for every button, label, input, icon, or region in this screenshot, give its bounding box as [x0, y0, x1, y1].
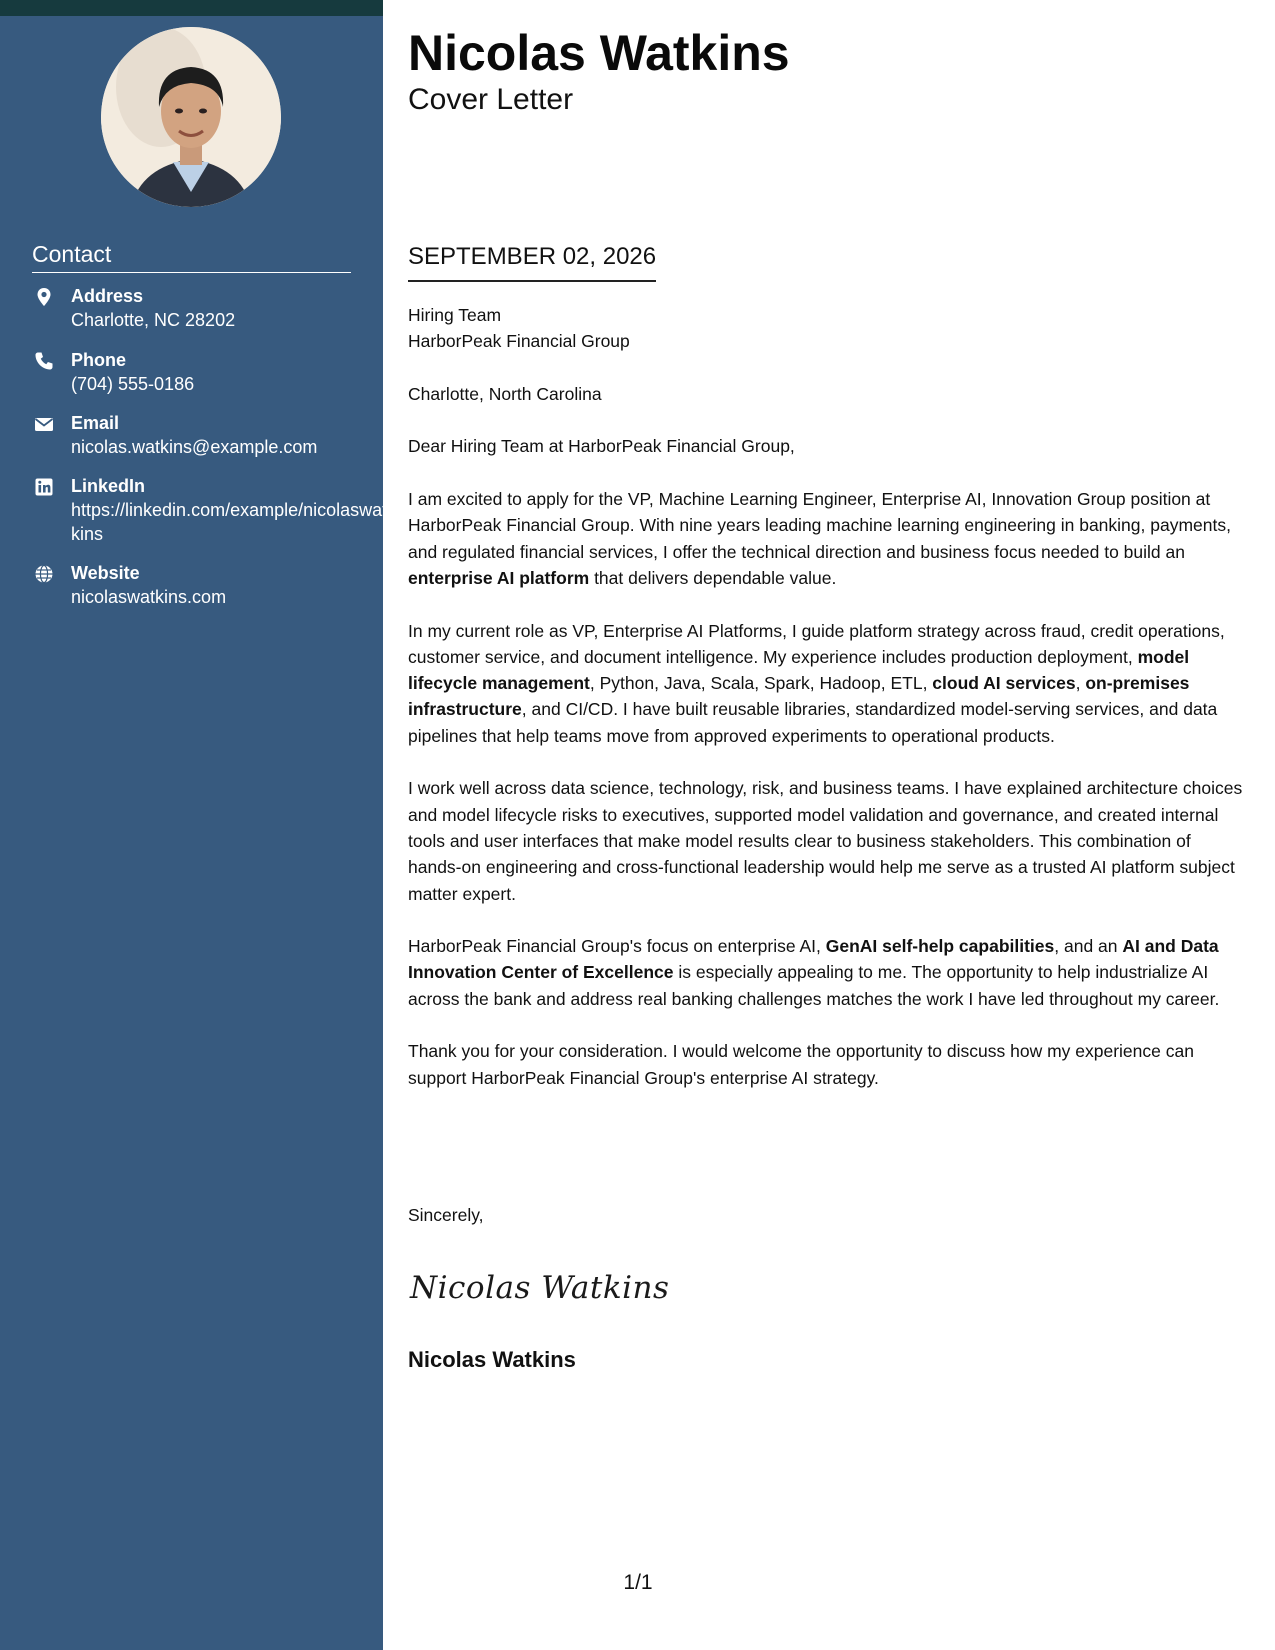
contact-value-email[interactable]: nicolas.watkins@example.com: [71, 437, 318, 457]
globe-icon: [34, 564, 54, 584]
sidebar-top-bar: [0, 0, 383, 16]
contact-item-email: [32, 412, 391, 459]
paragraph-1: [408, 486, 1248, 591]
paragraph-emphasis: AI and Data Innovation Center of Excellence: [408, 936, 1219, 983]
paragraph-5: [408, 1038, 1248, 1091]
paragraph-emphasis: model lifecycle management: [408, 646, 1190, 694]
document-subtitle: Cover Letter: [408, 83, 574, 116]
paragraph-text: is especially appealing to me. The opportunity to help industrialize AI across the bank and address real banking challenges matches the work I have led throughout my career.: [408, 962, 1220, 1009]
contact-label-linkedin: LinkedIn: [71, 476, 146, 496]
contact-label-website: Website: [71, 563, 140, 583]
sidebar: [0, 0, 388, 1650]
svg-text:Nicolas Watkins: Nicolas Watkins: [410, 1270, 670, 1306]
paragraph-text: HarborPeak Financial Group's focus on enterprise AI,: [408, 936, 826, 957]
contact-value-website[interactable]: nicolaswatkins.com: [71, 587, 227, 607]
recipient-location: Charlotte, North Carolina: [408, 383, 602, 404]
paragraph-text: I work well across data science, technology, risk, and business teams. I have explained architecture choices and model lifecycle risks to executives, supported model validation and governance, and created internal tools and user interfaces that make model results clear to business stakeholders. This combination of hands-on engineering and cross-functional leadership would help me serve as a trusted AI platform subject matter expert.: [408, 778, 1243, 904]
linkedin-icon: [34, 477, 54, 497]
avatar: [101, 27, 281, 207]
recipient-line-2: HarborPeak Financial Group: [408, 331, 630, 352]
paragraph-text: , Python, Java, Scala, Spark, Hadoop, ETL,: [589, 673, 933, 694]
page-number: 1/1: [623, 1571, 653, 1594]
paragraph-text: I am excited to apply for the VP, Machine Learning Engineer, Enterprise AI, Innovation Group position at HarborPeak Financial Group. With nine years leading machine learning engineering in banking, payments, and regulated financial services, I offer the technical direction and business focus needed to build an: [408, 489, 1231, 562]
contact-item-website: [32, 562, 391, 609]
paragraph-text: ,: [1075, 673, 1086, 694]
applicant-name: Nicolas Watkins: [408, 25, 790, 81]
contact-label-phone: Phone: [71, 350, 127, 370]
contact-heading: Contact: [32, 240, 351, 273]
map-pin-icon: [34, 287, 54, 307]
contact-value-linkedin[interactable]: https://linkedin.com/example/nicolaswatkins: [71, 500, 388, 544]
salutation: Dear Hiring Team at HarborPeak Financial Group,: [408, 436, 795, 457]
paragraph-emphasis: cloud AI services: [932, 673, 1076, 694]
contact-item-phone: [32, 349, 391, 396]
phone-icon: [34, 351, 54, 371]
paragraph-text: Thank you for your consideration. I would welcome the opportunity to discuss how my experience can support HarborPeak Financial Group's enterprise AI strategy.: [408, 1041, 1194, 1088]
recipient-line-1: Hiring Team: [408, 305, 502, 325]
signer-name: Nicolas Watkins: [408, 1347, 576, 1372]
contact-label-address: Address: [71, 286, 144, 306]
letter-date: SEPTEMBER 02, 2026: [408, 242, 656, 282]
paragraph-emphasis: enterprise AI platform: [408, 567, 590, 588]
paragraph-text: , and CI/CD. I have built reusable libraries, standardized model-serving services, and data pipelines that help teams move from approved experiments to operational products.: [408, 699, 1218, 746]
contact-value-address: Charlotte, NC 28202: [71, 310, 236, 330]
paragraph-text: that delivers dependable value.: [589, 567, 837, 588]
contact-value-phone: (704) 555-0186: [71, 374, 195, 394]
paragraph-text: In my current role as VP, Enterprise AI Platforms, I guide platform strategy across fraud, credit operations, customer service, and document intelligence. My experience includes production deployment,: [408, 620, 1225, 667]
paragraph-2: [408, 618, 1248, 749]
paragraph-emphasis: GenAI self-help capabilities: [825, 936, 1055, 957]
envelope-icon: [34, 414, 54, 434]
contact-label-email: Email: [71, 413, 120, 433]
contact-item-address: [32, 285, 391, 332]
letter-body: [408, 302, 1248, 1091]
paragraph-3: [408, 775, 1248, 906]
paragraph-4: [408, 933, 1248, 1012]
contact-item-linkedin: [32, 475, 391, 546]
paragraph-emphasis: on-premises infrastructure: [408, 673, 1190, 720]
closing: Sincerely,: [408, 1205, 484, 1225]
paragraph-text: , and an: [1054, 936, 1123, 957]
handwritten-signature: [408, 1262, 678, 1317]
